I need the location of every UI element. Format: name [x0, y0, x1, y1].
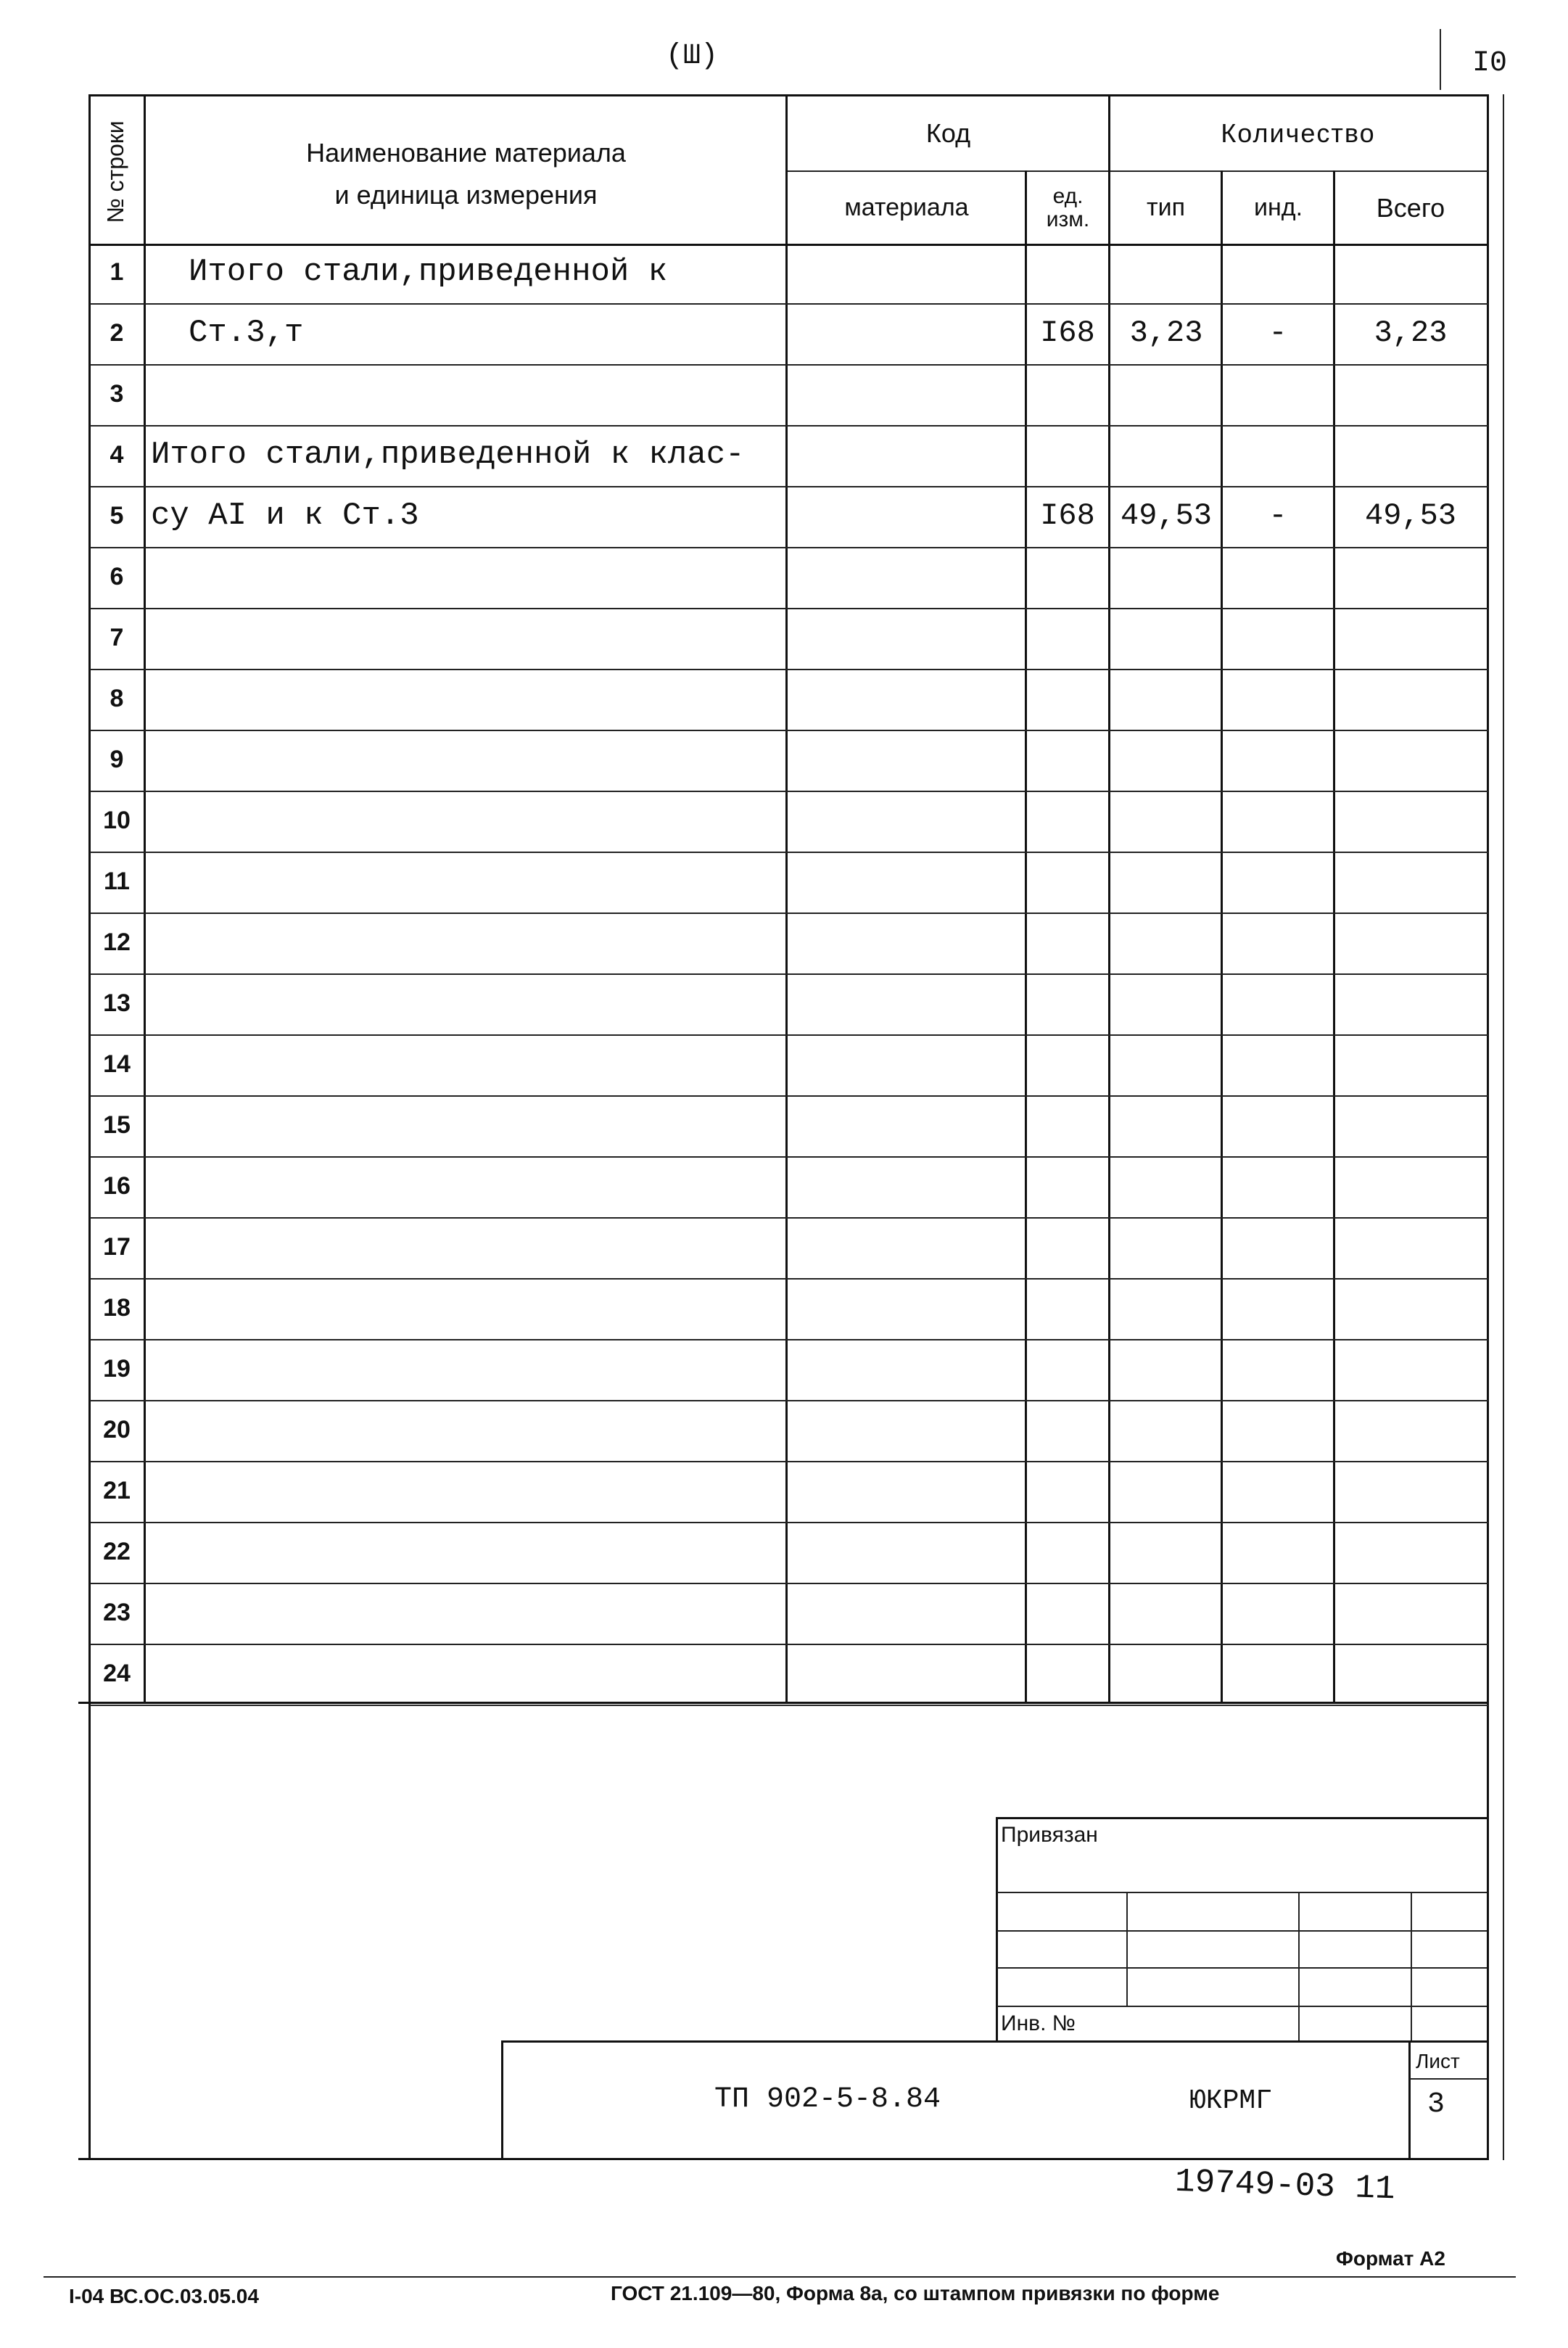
row-unit-cell [1027, 427, 1108, 483]
row-unit-cell: I68 [1040, 498, 1095, 533]
row-ind-cell [1223, 1462, 1333, 1519]
row-total-cell [1334, 1280, 1487, 1336]
row-unit-cell [1027, 1584, 1108, 1641]
row-material-cell [788, 1645, 1026, 1702]
stamp-grid-line [1411, 1892, 1412, 2042]
footer-left-code: I-04 ВС.ОС.03.05.04 [69, 2285, 259, 2307]
row-unit-cell [1027, 1523, 1108, 1580]
table-row [90, 914, 1504, 975]
bound-label: Привязан [1001, 1823, 1098, 1847]
row-material-cell [788, 244, 1026, 300]
row-name-cell [151, 975, 782, 1031]
row-unit-cell [1027, 1340, 1108, 1397]
row-name-cell [151, 792, 782, 849]
row-number: 20 [103, 1415, 131, 1443]
row-name-cell [151, 1097, 782, 1153]
row-name-cell [151, 1340, 782, 1397]
page-corner-number: I0 [1472, 47, 1508, 80]
row-unit-cell: I68 [1040, 316, 1095, 350]
row-name-cell [151, 670, 782, 727]
row-number: 12 [103, 928, 131, 956]
row-type-cell: 3,23 [1129, 316, 1203, 350]
row-type-cell [1111, 1401, 1221, 1458]
row-type-cell: 49,53 [1120, 498, 1213, 533]
row-ind-cell [1223, 1280, 1333, 1336]
row-number: 8 [110, 684, 124, 712]
row-unit-cell [1027, 670, 1108, 727]
table-row [90, 1523, 1504, 1584]
row-number: 18 [103, 1293, 131, 1322]
row-name-cell [151, 1036, 782, 1092]
row-number: 9 [110, 745, 124, 773]
row-material-cell [788, 366, 1026, 422]
main-stamp-left-line [501, 2040, 503, 2159]
row-total-cell [1334, 1219, 1487, 1275]
row-type-cell [1111, 1462, 1221, 1519]
row-material-cell [788, 792, 1026, 849]
row-unit-cell [1027, 1036, 1108, 1092]
row-name-cell [151, 548, 782, 605]
row-type-cell [1111, 244, 1221, 300]
row-number: 16 [103, 1171, 131, 1200]
row-material-cell [788, 731, 1026, 788]
row-type-cell [1111, 1280, 1221, 1336]
corner-tick [1440, 29, 1441, 90]
row-ind-cell [1223, 609, 1333, 666]
row-ind-cell [1223, 853, 1333, 910]
row-type-cell [1111, 1645, 1221, 1702]
row-unit-cell [1027, 366, 1108, 422]
sheet-box-line [1410, 2078, 1487, 2080]
col-header-ind: инд. [1253, 193, 1303, 221]
row-ind-cell: - [1268, 316, 1287, 350]
col-header-name: Наименование материала и единица измерения [306, 138, 626, 210]
row-total-cell [1334, 1645, 1487, 1702]
group-header-quantity: Количество [1221, 118, 1376, 149]
table-row [90, 244, 1504, 305]
sheet-label: Лист [1416, 2050, 1460, 2072]
row-total-cell [1334, 1584, 1487, 1641]
row-name-cell [151, 1462, 782, 1519]
row-material-cell [788, 1523, 1026, 1580]
row-ind-cell [1223, 1036, 1333, 1092]
row-number: 5 [110, 501, 124, 530]
row-total-cell [1334, 670, 1487, 727]
table-row [90, 1584, 1504, 1645]
sheet-number: 3 [1427, 2088, 1445, 2121]
table-row [90, 1158, 1504, 1219]
inv-label: Инв. № [1001, 2011, 1076, 2035]
row-total-cell [1334, 914, 1487, 971]
row-number: 15 [103, 1111, 131, 1139]
table-row [90, 487, 1504, 548]
row-total-cell [1334, 1523, 1487, 1580]
row-total-cell [1334, 1097, 1487, 1153]
row-name-cell: Итого стали,приведенной к клас- [151, 437, 745, 473]
stamp-grid-line [997, 1930, 1487, 1932]
col-header-unit: ед. изм. [1046, 184, 1090, 231]
table-row [90, 1462, 1504, 1523]
row-material-cell [788, 427, 1026, 483]
row-number: 3 [110, 379, 124, 408]
row-number: 1 [110, 258, 124, 286]
col-header-type: тип [1147, 193, 1185, 221]
row-unit-cell [1027, 548, 1108, 605]
row-type-cell [1111, 609, 1221, 666]
row-number: 24 [103, 1659, 131, 1687]
row-number: 6 [110, 562, 124, 590]
section-mark: (Ш) [666, 40, 719, 73]
footer-rule [44, 2276, 1516, 2278]
table-bottom-border [78, 1702, 1489, 1704]
row-name-cell [151, 366, 782, 422]
col-header-total: Всего [1376, 192, 1445, 223]
table-row [90, 1645, 1504, 1706]
row-name-cell: су AI и к Ст.3 [151, 498, 419, 534]
row-number: 23 [103, 1598, 131, 1626]
row-total-cell [1334, 548, 1487, 605]
col-header-material: материала [844, 193, 969, 221]
row-unit-cell [1027, 609, 1108, 666]
row-name-cell: Итого стали,приведенной к [189, 254, 668, 290]
stamp-grid-line [1298, 1892, 1300, 2042]
row-name-cell [151, 731, 782, 788]
row-type-cell [1111, 427, 1221, 483]
row-ind-cell [1223, 1645, 1333, 1702]
row-number: 10 [103, 806, 131, 834]
row-ind-cell [1223, 1219, 1333, 1275]
table-row [90, 1280, 1504, 1340]
row-ind-cell [1223, 792, 1333, 849]
row-ind-cell [1223, 1097, 1333, 1153]
row-material-cell [788, 1340, 1026, 1397]
row-unit-cell [1027, 1462, 1108, 1519]
row-ind-cell [1223, 244, 1333, 300]
row-name-cell: Ст.3,т [189, 315, 304, 351]
row-total-cell [1334, 1462, 1487, 1519]
row-type-cell [1111, 366, 1221, 422]
row-total-cell [1334, 609, 1487, 666]
row-ind-cell: - [1268, 498, 1287, 533]
table-row [90, 366, 1504, 427]
row-total-cell [1334, 427, 1487, 483]
row-ind-cell [1223, 1158, 1333, 1214]
row-material-cell [788, 670, 1026, 727]
frame-bottom-border [78, 2158, 1489, 2160]
row-ind-cell [1223, 1401, 1333, 1458]
row-ind-cell [1223, 427, 1333, 483]
row-unit-cell [1027, 914, 1108, 971]
row-total-cell [1334, 1036, 1487, 1092]
row-material-cell [788, 548, 1026, 605]
row-ind-cell [1223, 366, 1333, 422]
row-number: 4 [110, 440, 124, 469]
table-row [90, 1219, 1504, 1280]
table-row [90, 853, 1504, 914]
row-unit-cell [1027, 1280, 1108, 1336]
row-type-cell [1111, 1158, 1221, 1214]
row-unit-cell [1027, 975, 1108, 1031]
row-type-cell [1111, 1097, 1221, 1153]
row-unit-cell [1027, 1219, 1108, 1275]
table-row [90, 548, 1504, 609]
gost-note: ГОСТ 21.109—80, Форма 8а, со штампом привязки по форме [611, 2282, 1220, 2304]
row-number: 21 [103, 1476, 131, 1504]
row-ind-cell [1223, 1584, 1333, 1641]
row-material-cell [788, 1097, 1026, 1153]
row-name-cell [151, 853, 782, 910]
row-total-cell [1334, 731, 1487, 788]
table-row [90, 609, 1504, 670]
row-name-cell [151, 1645, 782, 1702]
row-material-cell [788, 1280, 1026, 1336]
table-row [90, 1401, 1504, 1462]
row-name-cell [151, 1523, 782, 1580]
row-unit-cell [1027, 1158, 1108, 1214]
row-material-cell [788, 609, 1026, 666]
row-type-cell [1111, 1036, 1221, 1092]
row-number: 2 [110, 318, 124, 347]
row-number: 7 [110, 623, 124, 651]
row-name-cell [151, 1158, 782, 1214]
row-ind-cell [1223, 1523, 1333, 1580]
row-material-cell [788, 914, 1026, 971]
row-total-cell [1334, 975, 1487, 1031]
row-type-cell [1111, 731, 1221, 788]
row-total-cell [1334, 1340, 1487, 1397]
stamp-grid-line [997, 1967, 1487, 1969]
group-header-code: Код [925, 118, 971, 149]
row-material-cell [788, 853, 1026, 910]
table-row [90, 1036, 1504, 1097]
stamp-top-line [997, 1817, 1487, 1819]
table-row [90, 731, 1504, 792]
row-name-cell [151, 1219, 782, 1275]
row-unit-cell [1027, 792, 1108, 849]
row-ind-cell [1223, 548, 1333, 605]
table-row [90, 1097, 1504, 1158]
row-type-cell [1111, 975, 1221, 1031]
row-name-cell [151, 914, 782, 971]
row-number: 22 [103, 1537, 131, 1565]
row-total-cell [1334, 1401, 1487, 1458]
archive-number: 19749-03 11 [1174, 2162, 1396, 2209]
row-number: 14 [103, 1050, 131, 1078]
row-name-cell [151, 1280, 782, 1336]
row-material-cell [788, 1401, 1026, 1458]
row-type-cell [1111, 548, 1221, 605]
col-header-rownum: № строки [102, 120, 129, 223]
row-ind-cell [1223, 914, 1333, 971]
row-number: 17 [103, 1232, 131, 1261]
main-stamp-top-line [503, 2040, 1487, 2043]
row-type-cell [1111, 1340, 1221, 1397]
row-unit-cell [1027, 731, 1108, 788]
stamp-grid-line [1126, 1892, 1128, 2006]
row-number: 13 [103, 989, 131, 1017]
row-unit-cell [1027, 1645, 1108, 1702]
row-unit-cell [1027, 244, 1108, 300]
row-material-cell [788, 1036, 1026, 1092]
row-type-cell [1111, 1523, 1221, 1580]
row-type-cell [1111, 914, 1221, 971]
row-ind-cell [1223, 731, 1333, 788]
row-material-cell [788, 1158, 1026, 1214]
row-unit-cell [1027, 1097, 1108, 1153]
stamp-grid-line [997, 1892, 1487, 1893]
row-unit-cell [1027, 853, 1108, 910]
row-total-cell [1334, 792, 1487, 849]
table-row [90, 975, 1504, 1036]
row-total-cell [1334, 1158, 1487, 1214]
row-ind-cell [1223, 1340, 1333, 1397]
row-material-cell [788, 975, 1026, 1031]
row-type-cell [1111, 792, 1221, 849]
row-type-cell [1111, 1219, 1221, 1275]
row-name-cell [151, 1584, 782, 1641]
row-ind-cell [1223, 670, 1333, 727]
row-type-cell [1111, 853, 1221, 910]
row-name-cell [151, 1401, 782, 1458]
organization: ЮКРМГ [1189, 2085, 1273, 2117]
row-type-cell [1111, 670, 1221, 727]
table-row [90, 427, 1504, 487]
row-ind-cell [1223, 975, 1333, 1031]
row-unit-cell [1027, 1401, 1108, 1458]
table-row [90, 792, 1504, 853]
row-total-cell: 49,53 [1364, 498, 1457, 533]
row-material-cell [788, 1219, 1026, 1275]
row-total-cell: 3,23 [1374, 316, 1448, 350]
table-row [90, 1340, 1504, 1401]
row-material-cell [788, 1584, 1026, 1641]
row-total-cell [1334, 244, 1487, 300]
row-divider [90, 1705, 1488, 1706]
row-type-cell [1111, 1584, 1221, 1641]
row-number: 11 [104, 867, 130, 895]
project-code: ТП 902-5-8.84 [714, 2083, 941, 2116]
stamp-left-line [996, 1817, 998, 2042]
row-name-cell [151, 609, 782, 666]
row-material-cell [788, 487, 1026, 544]
table-row [90, 305, 1504, 366]
sheet-box-line [1408, 2040, 1411, 2159]
row-number: 19 [103, 1354, 131, 1383]
format-label: Формат А2 [1336, 2247, 1445, 2270]
row-material-cell [788, 305, 1026, 361]
row-material-cell [788, 1462, 1026, 1519]
row-total-cell [1334, 366, 1487, 422]
table-row [90, 670, 1504, 731]
row-total-cell [1334, 853, 1487, 910]
stamp-grid-line [997, 2006, 1487, 2007]
